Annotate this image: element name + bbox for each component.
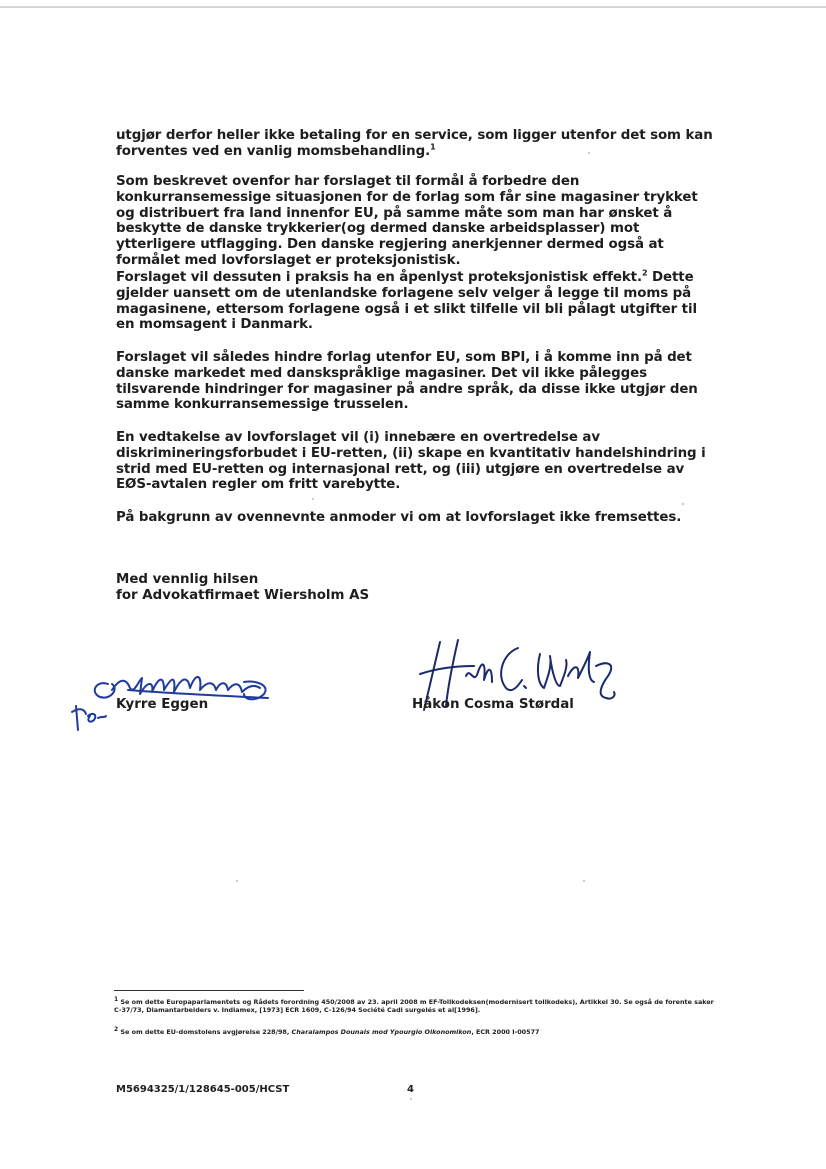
page-number: 4 [407,1084,414,1095]
signer-left [116,697,208,712]
scan-speck [236,880,238,882]
signer-right: Håkon Cosma Størdal [412,697,574,712]
footnote-separator [114,990,304,991]
paragraph-5: En vedtakelse av lovforslaget vil (i) innebære en overtredelse av diskrimineringsforbudet i EU-retten, (ii) skape en kvantitativ handelshindring i strid med EU-retten og internasjonal rett, og (iii) utgjøre en overtredelse av EØS-avtalen regler om fritt varebytte. [116,430,706,493]
paragraph-3 [116,270,716,333]
closing-greeting: Med vennlig hilsen [116,572,259,587]
top-edge-line [0,6,826,8]
footnote-ref-1[interactable]: 1 [430,142,436,152]
paragraph-2: Som beskrevet ovenfor har forslaget til formål å forbedre den konkurransemessige situasjonen for de forlag som får sine magasiner trykket og distribuert fra land innenfor EU, på samme måte som man har ønsket å beskytte de danske trykkerier(og dermed danske arbeidsplasser) mot ytterligere utflagging. Den danske regjering anerkjenner dermed også at formålet med lovforslaget er proteksjonistisk. [116,174,698,268]
paragraph-3-text-a: Forslaget vil dessuten i praksis ha en åpenlyst proteksjonistisk effekt. [116,270,642,285]
paragraph-6: På bakgrunn av ovennevnte anmoder vi om at lovforslaget ikke fremsettes. [116,510,682,525]
footnote-1 [114,995,714,1014]
closing-firm: for Advokatfirmaet Wiersholm AS [116,588,370,603]
scan-speck [312,498,314,500]
footnote-2-case-name: Charalampos Dounais mod Ypourgio Oikonomikon [291,1028,472,1036]
signer-left-name: Kyrre Eggen [116,697,209,712]
footnote-2-number: 2 [114,1025,119,1033]
closing-block [116,572,369,604]
scan-speck [682,503,684,505]
footnote-2-text-b: , ECR 2000 I-00577 [471,1028,540,1036]
document-reference: M5694325/1/128645-005/HCST [116,1084,290,1095]
scan-speck [410,1098,412,1100]
footnote-2 [114,1025,714,1036]
paragraph-1-text: utgjør derfor heller ikke betaling for en service, som ligger utenfor det som kan forventes ved en vanlig momsbehandling. [116,128,713,159]
paragraph-1 [116,128,716,160]
paragraph-3-text-b: Dette gjelder uansett om de utenlandske forlagene selv velger å legge til moms på magasinene, ettersom forlagene også i et slikt tilfelle vil bli pålagt utgifter til en momsagent i Danmark. [116,270,697,333]
footnote-1-text: Se om dette Europaparlamentets og Rådets forordning 450/2008 av 23. april 2008 m EF-Tollkodeksen(modernisert tollkodeks), Artikkel 30. Se også de forente saker C-37/73, Diamantarbeiders v. Indiamex, [1973] ECR 1609, C-126/94 Société Cadi surgelés et al[1996]. [114,998,714,1014]
paragraph-4: Forslaget vil således hindre forlag utenfor EU, som BPI, i å komme inn på det danske markedet med danskspråklige magasiner. Det vil ikke pålegges tilsvarende hindringer for magasiner på andre språk, da disse ikke utgjør den samme konkurransemessige trusselen. [116,350,698,413]
footnote-ref-2[interactable]: 2 [641,268,648,278]
footnote-1-number: 1 [114,995,119,1003]
scan-speck [583,880,585,882]
footnote-2-text-a: Se om dette EU-domstolens avgjørelse 228/98, [120,1028,292,1036]
scan-speck [588,152,590,154]
